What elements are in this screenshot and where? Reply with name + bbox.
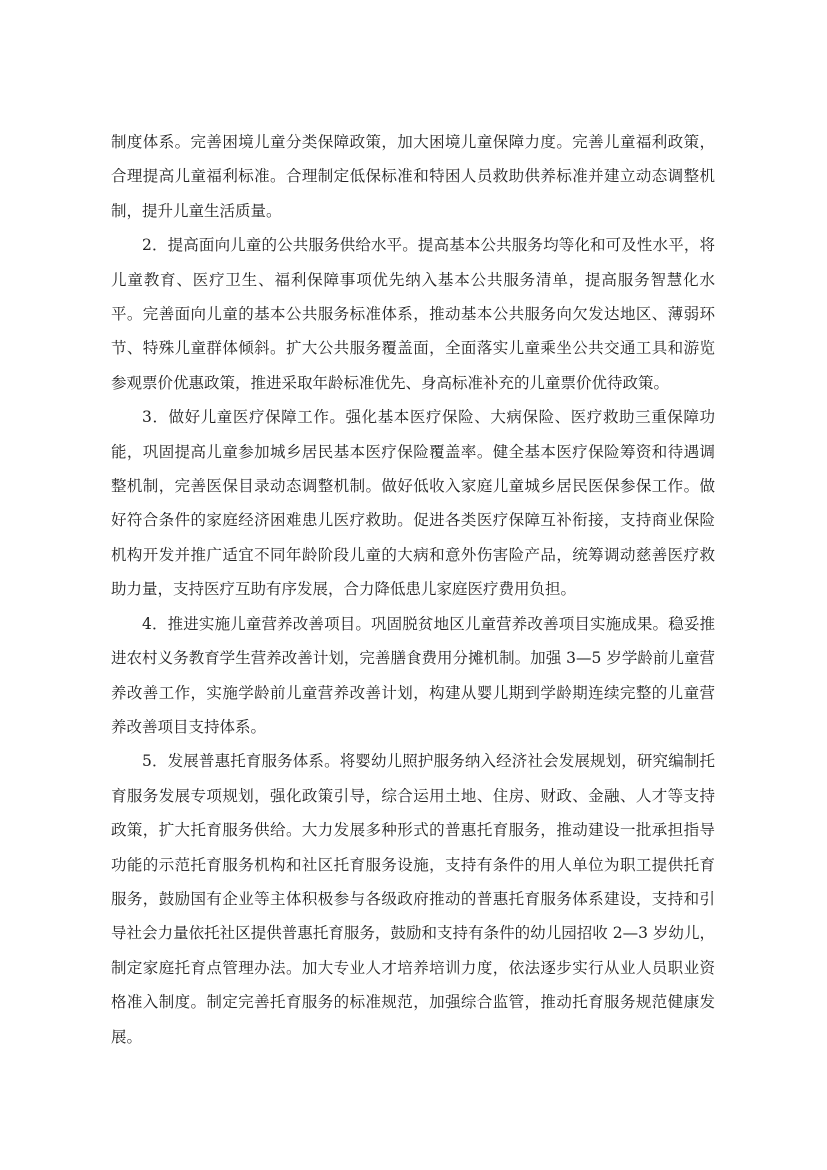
document-page (111, 125, 715, 1054)
paragraph-nutrition: 4．推进实施儿童营养改善项目。巩固脱贫地区儿童营养改善项目实施成果。稳妥推进农村义务教育学生营养改善计划，完善膳食费用分摊机制。加强 3—5 岁学龄前儿童营养改善工作，实施学龄前儿童营养改善计划，构建从婴儿期到学龄期连续完整的儿童营养改善项目支持体系。 (111, 614, 715, 736)
paragraph-continuation: 制度体系。完善困境儿童分类保障政策，加大困境儿童保障力度。完善儿童福利政策，合理提高儿童福利标准。合理制定低保标准和特困人员救助供养标准并建立动态调整机制，提升儿童生活质量。 (111, 133, 715, 220)
paragraph-medical-security: 3．做好儿童医疗保障工作。强化基本医疗保险、大病保险、医疗救助三重保障功能，巩固提高儿童参加城乡居民基本医疗保险覆盖率。健全基本医疗保险筹资和待遇调整机制，完善医保目录动态调整机制。做好低收入家庭儿童城乡居民医保参保工作。做好符合条件的家庭经济困难患儿医疗救助。促进各类医疗保障互补衔接，支持商业保险机构开发并推广适宜不同年龄阶段儿童的大病和意外伤害险产品，统筹调动慈善医疗救助力量，支持医疗互助有序发展，合力降低患儿家庭医疗费用负担。 (111, 408, 715, 599)
paragraph-childcare: 5．发展普惠托育服务体系。将婴幼儿照护服务纳入经济社会发展规划，研究编制托育服务发展专项规划，强化政策引导，综合运用土地、住房、财政、金融、人才等支持政策，扩大托育服务供给。大力发展多种形式的普惠托育服务，推动建设一批承担指导功能的示范托育服务机构和社区托育服务设施，支持有条件的用人单位为职工提供托育服务，鼓励国有企业等主体积极参与各级政府推动的普惠托育服务体系建设，支持和引导社会力量依托社区提供普惠托育服务，鼓励和支持有条件的幼儿园招收 2—3 岁幼儿，制定家庭托育点管理办法。加大专业人才培养培训力度，依法逐步实行从业人员职业资格准入制度。制定完善托育服务的标准规范，加强综合监管，推动托育服务规范健康发展。 (111, 752, 715, 1046)
paragraph-public-services: 2．提高面向儿童的公共服务供给水平。提高基本公共服务均等化和可及性水平，将儿童教育、医疗卫生、福利保障事项优先纳入基本公共服务清单，提高服务智慧化水平。完善面向儿童的基本公共服务标准体系，推动基本公共服务向欠发达地区、薄弱环节、特殊儿童群体倾斜。扩大公共服务覆盖面，全面落实儿童乘坐公共交通工具和游览参观票价优惠政策，推进采取年龄标准优先、身高标准补充的儿童票价优待政策。 (111, 236, 715, 392)
